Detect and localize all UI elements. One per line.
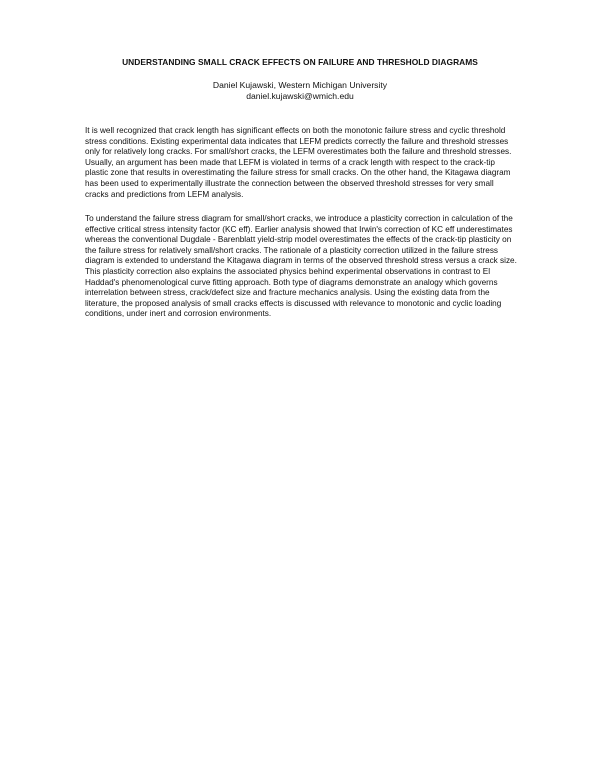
- abstract-paragraph-2: To understand the failure stress diagram for small/short cracks, we introduce a plasticity correction in calculation of the effective critical stress intensity factor (KC eff). Earlier analysis showed that Irwin's correction of KC eff underestimates whereas the conventional Dugdale - Barenblatt yield-strip model overestimates the effects of the crack-tip plasticity on the failure stress for relatively small/short cracks. The rationale of a plasticity correction utilized in the failure stress diagram is extended to understand the Kitagawa diagram in terms of the observed threshold stress versus a crack size. This plasticity correction also explains the associated physics behind experimental observations in contrast to El Haddad's phenomenological curve fitting approach. Both type of diagrams demonstrate an analogy which governs interrelation between stress, crack/defect size and fracture mechanics analysis. Using the existing data from the literature, the proposed analysis of small cracks effects is discussed with relevance to monotonic and cyclic loading conditions, under inert and corrosion environments.: [85, 214, 517, 319]
- author-affiliation: Daniel Kujawski, Western Michigan University: [212, 80, 388, 90]
- paper-title: UNDERSTANDING SMALL CRACK EFFECTS ON FAILURE AND THRESHOLD DIAGRAMS: [122, 57, 478, 67]
- abstract-paragraph-1: It is well recognized that crack length has significant effects on both the monotonic failure stress and cyclic threshold stress conditions. Existing experimental data indicates that LEFM predicts correctly the failure and threshold stresses only for relatively long cracks. For small/short cracks, the LEFM overestimates both the failure and threshold stresses. Usually, an argument has been made that LEFM is violated in terms of a crack length with respect to the crack-tip plastic zone that results in overestimating the failure stress for small cracks. On the other hand, the Kitagawa diagram has been used to experimentally illustrate the connection between the observed threshold stresses for very small cracks and predictions from LEFM analysis.: [85, 126, 512, 199]
- author-email: daniel.kujawski@wmich.edu: [246, 91, 354, 101]
